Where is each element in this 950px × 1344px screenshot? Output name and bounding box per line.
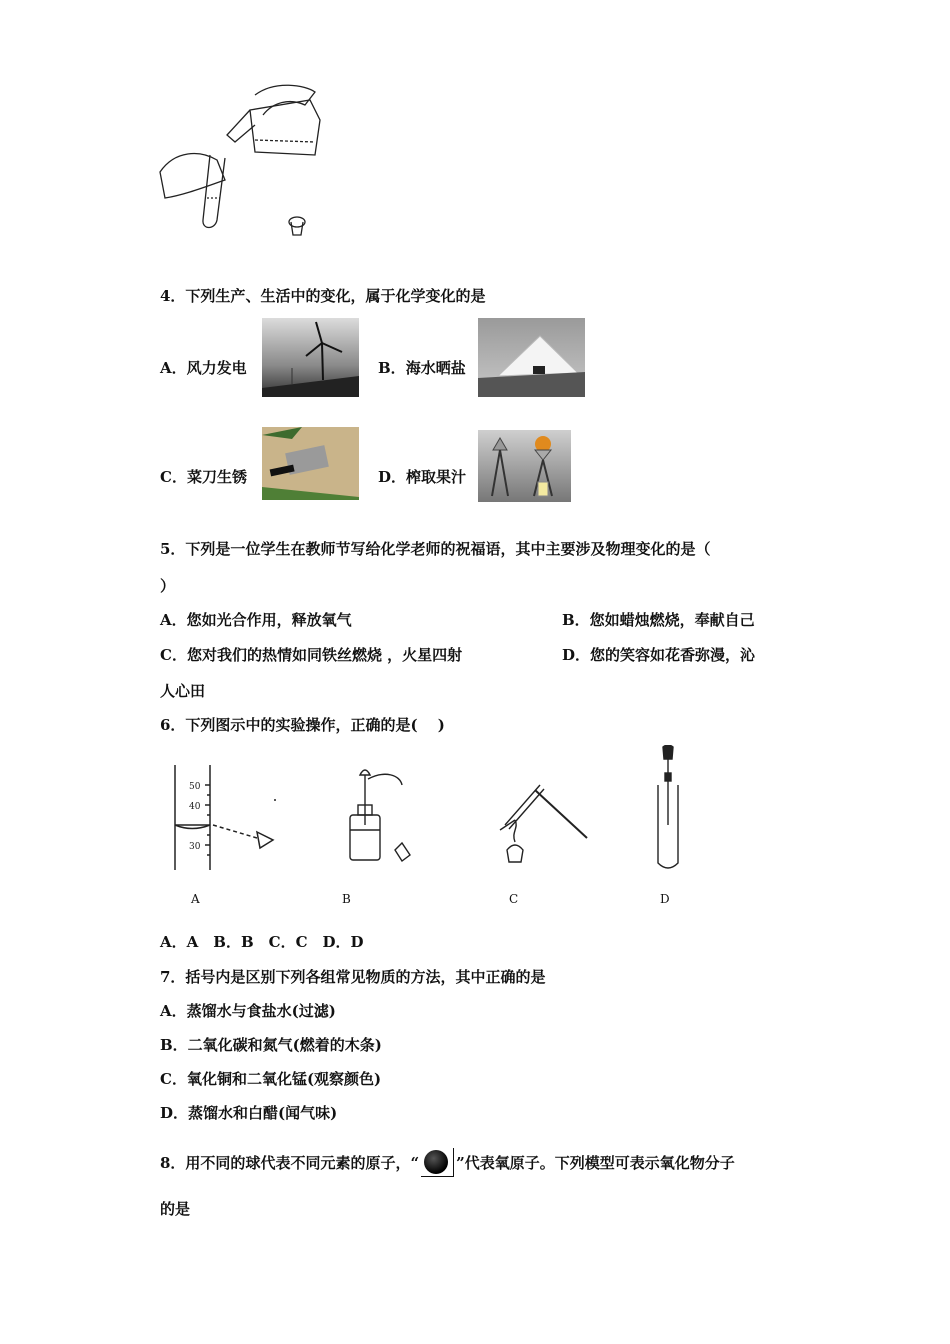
q4-stem: 4．下列生产、生活中的变化，属于化学变化的是 (160, 287, 486, 305)
q5-stem: 5．下列是一位学生在教师节写给化学老师的祝福语，其中主要涉及物理变化的是（ (160, 540, 711, 558)
oxygen-atom-icon (421, 1148, 454, 1177)
q4-option-c[interactable] (160, 466, 247, 487)
q5-option-c[interactable]: C．您对我们的热情如同铁丝燃烧 ，火星四射 (160, 646, 463, 664)
option-letter: B． (378, 359, 406, 377)
kitchen-knife-photo (262, 427, 359, 500)
option-text: 榨取果汁 (406, 468, 467, 486)
q8-stem-after: ”代表氧原子。下列模型可表示氧化物分子 (456, 1154, 735, 1172)
q6-options[interactable]: A．A B．B C．C D．D (160, 933, 364, 951)
heating-tube-figure (495, 770, 595, 870)
q7-option-d[interactable]: D．蒸馏水和白醋(闻气味) (160, 1104, 338, 1122)
juicer-photo (478, 430, 571, 502)
q4-option-b[interactable] (378, 357, 466, 378)
figure-caption-a: A (191, 892, 200, 906)
q5-option-d-continued: 人心田 (160, 682, 206, 700)
q5-stem-close: ） (160, 577, 176, 595)
q8-stem (160, 1148, 735, 1177)
q7-option-c[interactable]: C．氧化铜和二氧化锰(观察颜色) (160, 1070, 382, 1088)
wind-turbine-photo (262, 318, 359, 397)
option-letter: A． (160, 359, 187, 377)
figure-caption-c: C (509, 892, 519, 906)
q5-option-a[interactable]: A．您如光合作用，释放氧气 (160, 611, 352, 629)
q6-stem: 6．下列图示中的实验操作，正确的是( ) (160, 716, 445, 734)
option-text: 菜刀生锈 (186, 468, 247, 486)
dropper-bottle-figure (340, 765, 430, 875)
figure-caption-d: D (660, 892, 670, 906)
q8-stem-continued: 的是 (160, 1200, 191, 1218)
q5-option-b[interactable]: B．您如蜡烛燃烧，奉献自己 (562, 611, 755, 629)
scale-label-40: 40 (189, 802, 201, 812)
q5-option-d[interactable]: D．您的笑容如花香弥漫，沁 (562, 646, 756, 664)
cylinder-reading-figure (165, 760, 285, 880)
option-text: 海水晒盐 (405, 359, 466, 377)
q8-stem-before: 8．用不同的球代表不同元素的原子，“ (160, 1154, 420, 1172)
q7-option-a[interactable]: A．蒸馏水与食盐水(过滤) (160, 1002, 336, 1020)
q7-stem: 7．括号内是区别下列各组常见物质的方法，其中正确的是 (160, 968, 546, 986)
option-text: 风力发电 (186, 359, 247, 377)
q4-option-a[interactable] (160, 357, 247, 378)
q7-option-b[interactable]: B．二氧化碳和氮气(燃着的木条) (160, 1036, 382, 1054)
scale-label-30: 30 (189, 842, 201, 852)
figure-caption-b: B (342, 892, 351, 906)
option-letter: D． (378, 468, 407, 486)
sea-salt-pile-photo (478, 318, 585, 397)
q4-option-d[interactable] (378, 466, 466, 487)
pouring-liquid-figure (155, 80, 330, 240)
dropper-in-tube-figure (648, 745, 688, 875)
scale-label-50: 50 (189, 782, 201, 792)
option-letter: C． (160, 468, 187, 486)
